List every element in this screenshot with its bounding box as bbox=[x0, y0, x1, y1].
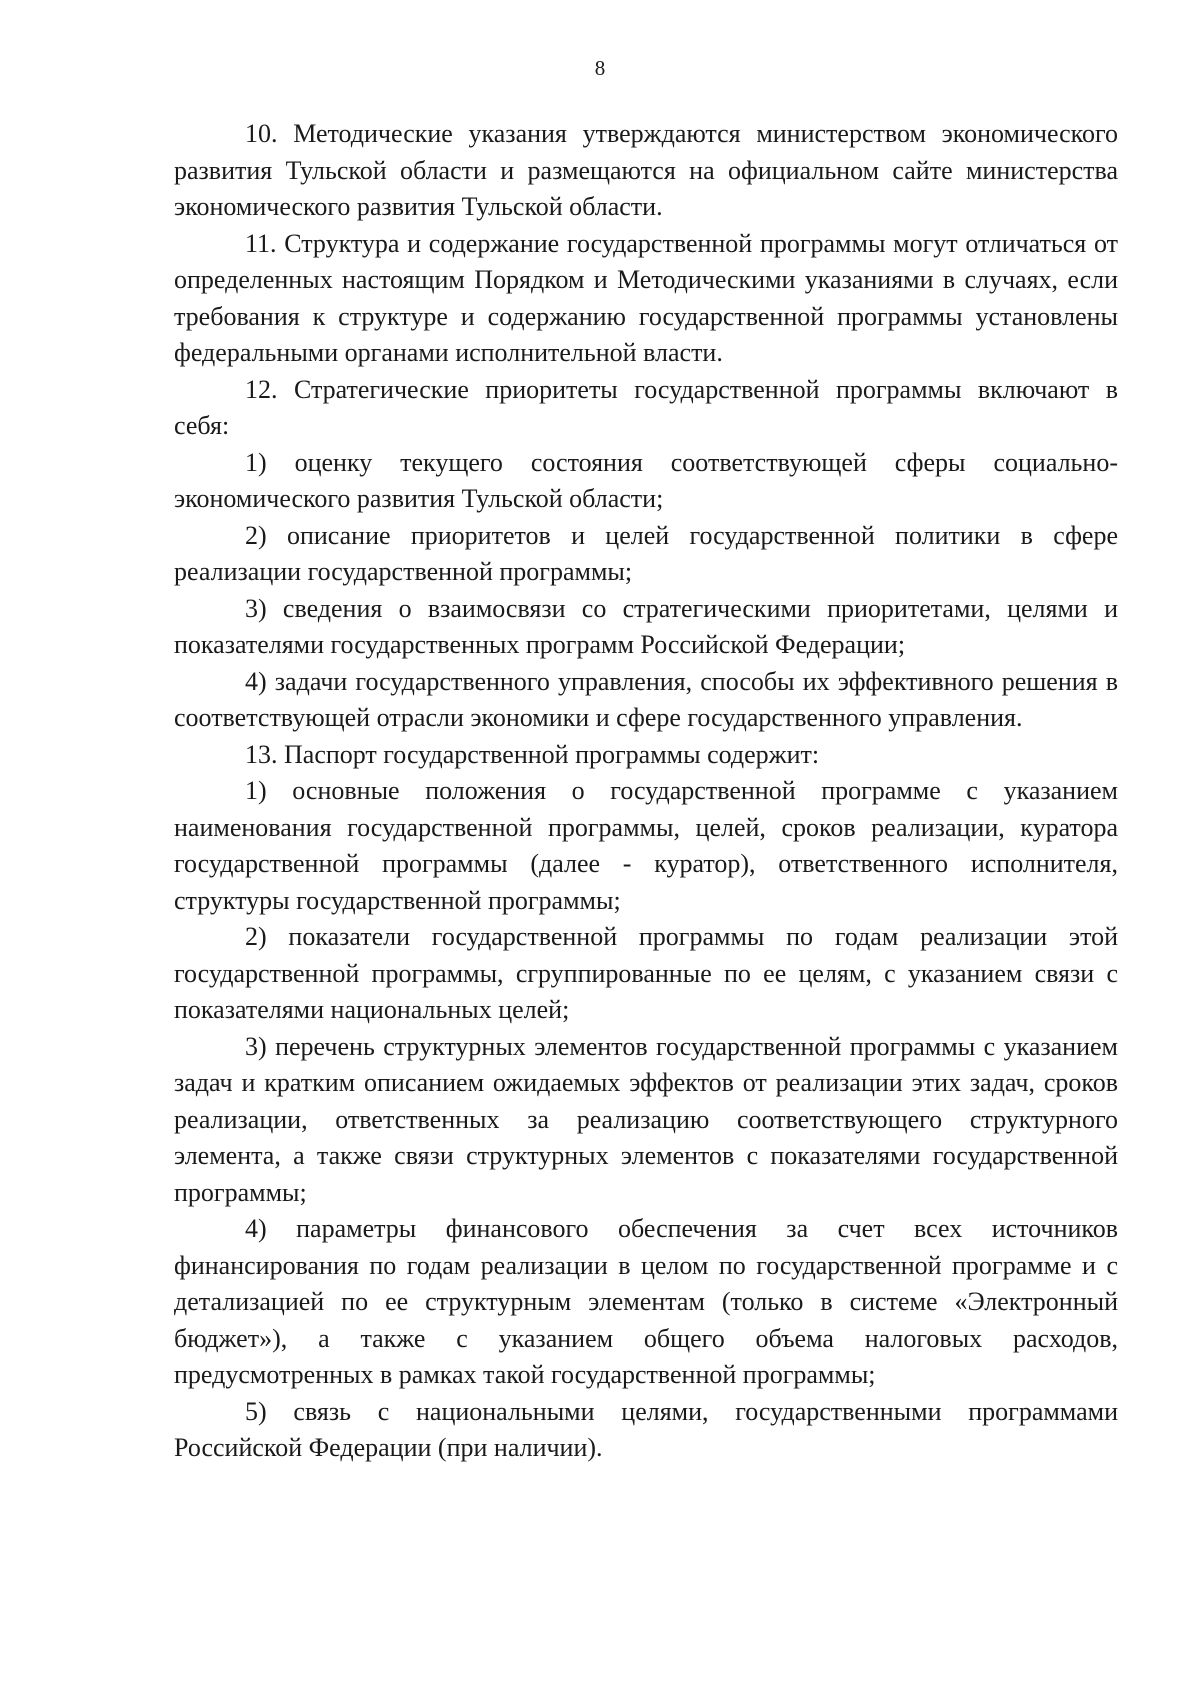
paragraph-11: 11. Структура и содержание государственной программы могут отличаться от определенных настоящим Порядком и Методическими указаниями в случаях, если требования к структуре и содержанию государственной программы установлены федеральными органами исполнительной власти. bbox=[174, 228, 1118, 367]
paragraph-12-item-2: 2) описание приоритетов и целей государственной политики в сфере реализации государственной программы; bbox=[174, 520, 1118, 586]
paragraph-12-item-1: 1) оценку текущего состояния соответствующей сферы социально-экономического развития Тульской области; bbox=[174, 447, 1118, 513]
paragraph-12-item-3: 3) сведения о взаимосвязи со стратегическими приоритетами, целями и показателями государственных программ Российской Федерации; bbox=[174, 593, 1118, 659]
page-number: 8 bbox=[594, 56, 606, 80]
paragraph-10: 10. Методические указания утверждаются министерством экономического развития Тульской области и размещаются на официальном сайте министерства экономического развития Тульской области. bbox=[174, 119, 1118, 221]
paragraph-13-item-3: 3) перечень структурных элементов государственной программы с указанием задач и кратким описанием ожидаемых эффектов от реализации этих задач, сроков реализации, ответственных за реализацию соответствующего структурного элемента, а также связи структурных элементов с показателями государственной программы; bbox=[174, 1031, 1118, 1207]
paragraph-13: 13. Паспорт государственной программы содержит: bbox=[245, 739, 820, 769]
paragraph-12: 12. Стратегические приоритеты государственной программы включают в себя: bbox=[174, 374, 1118, 440]
paragraph-12-item-4: 4) задачи государственного управления, способы их эффективного решения в соответствующей отрасли экономики и сфере государственного управления. bbox=[174, 666, 1118, 732]
paragraph-13-item-1: 1) основные положения о государственной программе с указанием наименования государственной программы, целей, сроков реализации, куратора государственной программы (далее - куратор), ответственного исполнителя, структуры государственной программы; bbox=[174, 776, 1118, 915]
paragraph-13-item-4: 4) параметры финансового обеспечения за счет всех источников финансирования по годам реализации в целом по государственной программе и с детализацией по ее структурным элементам (только в системе «Электронный бюджет»), а также с указанием общего объема налоговых расходов, предусмотренных в рамках такой государственной программы; bbox=[174, 1214, 1118, 1389]
paragraph-13-item-5: 5) связь с национальными целями, государственными программами Российской Федерации (при наличии). bbox=[174, 1396, 1118, 1462]
document-body bbox=[174, 116, 1118, 1467]
paragraph-13-item-2: 2) показатели государственной программы по годам реализации этой государственной программы, сгруппированные по ее целям, с указанием связи с показателями национальных целей; bbox=[174, 922, 1118, 1024]
